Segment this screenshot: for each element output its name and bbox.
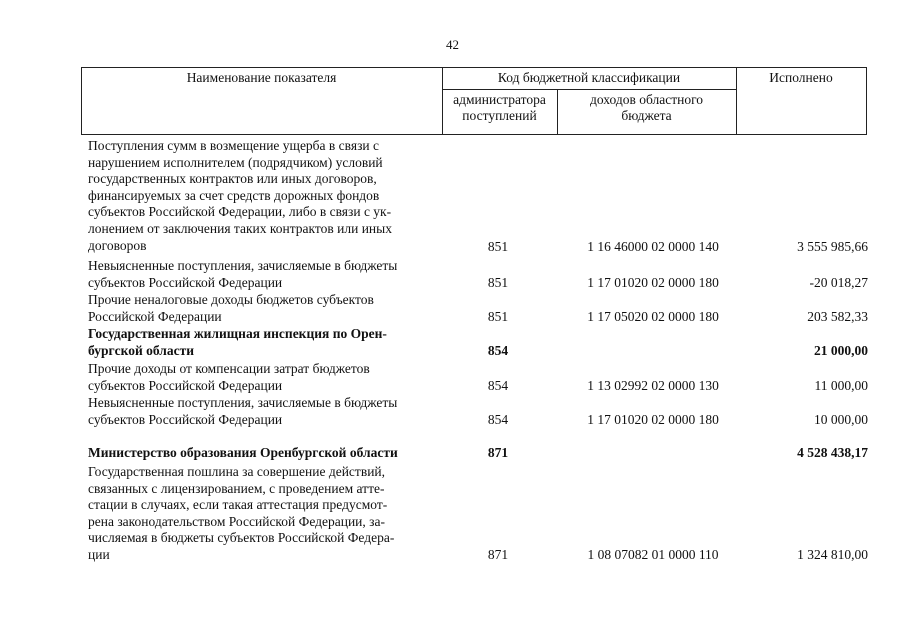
table-row-section [88,326,868,360]
row-name [88,326,436,359]
row-name [88,138,436,254]
row-name-line: субъектов Российской Федерации [88,411,283,427]
row-name [88,258,436,291]
row-name-line: финансируемых за счет средств дорожных фондов [88,187,380,203]
row-name-line: числяемая в бюджеты субъектов Российской Федера- [88,530,395,546]
row-name-line: лонением от заключения таких контрактов или иных [88,220,392,236]
row-budget-code: 1 08 07082 01 0000 110 [587,547,719,563]
row-admin-code: 871 [487,547,509,563]
row-name [88,395,436,428]
row-admin-code: 851 [487,275,509,291]
row-name-line: договоров [88,237,147,253]
row-name-line: Государственная жилищная инспекция по Орен- [88,326,387,341]
page-number: 42 [446,37,459,52]
row-amount: 11 000,00 [814,378,868,394]
row-admin-code: 871 [487,445,509,461]
row-amount: 203 582,33 [807,309,868,325]
row-amount: -20 018,27 [809,275,868,291]
row-name-line: Поступления сумм в возмещение ущерба в связи с [88,138,379,153]
header-top-border [81,67,866,68]
row-name-line: ции [88,546,110,562]
table-header [81,67,866,135]
header-income-line: доходов областного [589,92,704,107]
row-budget-code: 1 16 46000 02 0000 140 [587,239,719,255]
table-row [88,258,868,292]
row-name-line: Невыясненные поступления, зачисляемые в бюджеты [88,395,398,410]
row-budget-code: 1 17 01020 02 0000 180 [587,412,719,428]
header-income-line: бюджета [621,108,672,123]
row-name-line: бургской области [88,342,195,358]
row-name [88,464,436,564]
row-admin-code: 854 [487,343,509,359]
row-name-line: связанных с лицензированием, с проведением атте- [88,480,385,496]
header-bottom-border [81,134,866,135]
row-name-line: Невыясненные поступления, зачисляемые в бюджеты [88,258,398,273]
row-admin-code: 851 [487,309,509,325]
row-name-line: Государственная пошлина за совершение действий, [88,464,386,479]
header-admin-col [442,92,557,124]
header-executed-col: Исполнено [769,70,833,85]
row-amount: 4 528 438,17 [797,445,868,461]
row-budget-code: 1 17 01020 02 0000 180 [587,275,719,291]
row-name-line: стации в случаях, если такая аттестация предусмот- [88,497,388,513]
table-row [88,138,868,256]
row-amount: 1 324 810,00 [797,547,868,563]
header-admin-line: поступлений [462,108,537,123]
header-group-divider [442,89,736,90]
row-name-line: субъектов Российской Федерации, либо в связи с ук- [88,204,392,220]
row-name-line: Прочие доходы от компенсации затрат бюджетов [88,361,370,376]
row-amount: 10 000,00 [814,412,868,428]
row-amount: 3 555 985,66 [797,239,868,255]
row-admin-code: 851 [487,239,509,255]
row-name-line: субъектов Российской Федерации [88,377,283,393]
row-name [88,292,436,325]
row-budget-code: 1 17 05020 02 0000 180 [587,309,719,325]
row-admin-code: 854 [487,378,509,394]
header-admin-line: администратора [453,92,546,107]
row-name-line: Российской Федерации [88,308,222,324]
row-name-line: субъектов Российской Федерации [88,274,283,290]
row-name [88,445,448,462]
row-name-line: Прочие неналоговые доходы бюджетов субъектов [88,292,374,307]
row-name-line: рена законодательством Российской Федерации, за- [88,513,385,529]
row-name-line: государственных контрактов или иных договоров, [88,171,377,187]
header-right-border [866,67,867,135]
header-code-group: Код бюджетной классификации [497,70,681,85]
table-row [88,361,868,395]
header-income-col [557,92,736,124]
row-name [88,361,436,394]
header-name-col: Наименование показателя [186,70,337,85]
table-row-section [88,445,868,462]
row-admin-code: 854 [487,412,509,428]
table-row [88,464,868,564]
row-name-line: Министерство образования Оренбургской области [88,445,398,460]
row-amount: 21 000,00 [814,343,868,359]
table-row [88,395,868,429]
row-budget-code: 1 13 02992 02 0000 130 [587,378,719,394]
row-name-line: нарушением исполнителем (подрядчиком) условий [88,154,383,170]
table-row [88,292,868,326]
